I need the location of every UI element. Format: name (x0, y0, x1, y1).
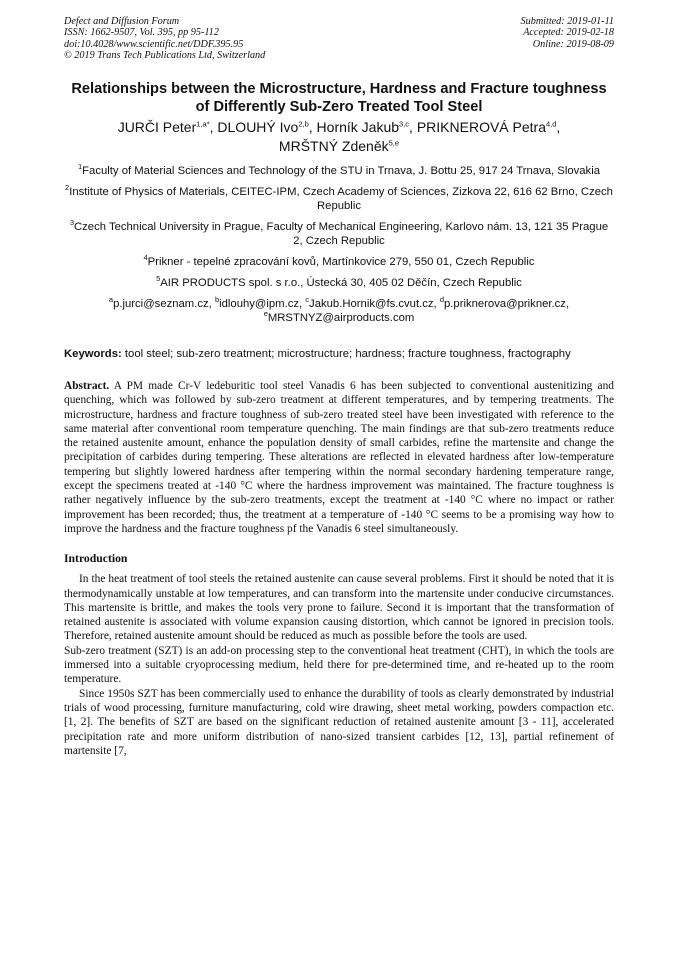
paper-title: Relationships between the Microstructure, Hardness and Fracture toughness of Differently Sub-Zero Treated Tool Steel (71, 81, 607, 115)
email (214, 295, 306, 310)
author-sup: 3,c (399, 119, 410, 129)
affiliation-text: AIR PRODUCTS spol. s r.o., Ústecká 30, 405 02 Děčín, Czech Republic (160, 277, 522, 289)
affiliation-sup: 4 (143, 253, 148, 263)
email-sup: e (263, 309, 268, 319)
affiliation (64, 185, 614, 213)
abstract (64, 379, 614, 536)
author-name: Horník Jakub (316, 119, 400, 135)
email-list (64, 297, 614, 325)
author-sup: 1,a* (196, 119, 210, 129)
submission-dates (521, 16, 614, 50)
affiliation-list (64, 164, 614, 290)
affiliation-sup: 5 (156, 274, 161, 284)
journal-issn: ISSN: 1662-9507, Vol. 395, pp 95-112 (64, 27, 219, 39)
author-separator: , (209, 119, 218, 135)
affiliation (64, 164, 614, 178)
email-address: p.jurci@seznam.cz (113, 298, 209, 310)
affiliation-sup: 1 (77, 162, 83, 172)
author-separator: , (556, 119, 561, 135)
email-sup: d (439, 295, 444, 305)
online-date: Online: 2019-08-09 (532, 38, 614, 50)
email-sup: c (305, 295, 310, 305)
affiliation-sup: 2 (65, 183, 70, 193)
affiliation-text: Institute of Physics of Materials, CEITEC-IPM, Czech Academy of Sciences, Zizkova 22, 616 62 Brno, Czech Republic (69, 186, 613, 212)
email-separator: , (299, 298, 306, 310)
affiliation-text: Prikner - tepelné zpracování kovů, Martínkovice 279, 550 01, Czech Republic (147, 256, 535, 268)
affiliation-text: Czech Technical University in Prague, Faculty of Mechanical Engineering, Karlovo nám. 13, 121 35 Prague 2, Czech Republic (73, 221, 609, 247)
email-separator: , (208, 298, 215, 310)
journal-copyright: © 2019 Trans Tech Publications Ltd, Switzerland (64, 49, 266, 61)
author-sup: 5,e (388, 138, 400, 148)
affiliation-text: Faculty of Material Sciences and Technology of the STU in Trnava, J. Bottu 25, 917 24 Trnava, Slovakia (82, 165, 601, 177)
email (108, 295, 215, 310)
journal-doi: doi:10.4028/www.scientific.net/DDF.395.95 (64, 38, 244, 50)
email-separator: , (433, 298, 440, 310)
keywords (64, 347, 614, 361)
paragraph: Sub-zero treatment (SZT) is an add-on processing step to the conventional heat treatment (CHT), in which the tools are immersed into a suitable cryoprocessing medium, held there for pre-determined time, and re-heated up to the room temperature. (64, 644, 614, 686)
email-address: MRSTNYZ@airproducts.com (267, 312, 415, 324)
paragraph: Since 1950s SZT has been commercially used to enhance the durability of tools as clearly demonstrated by industrial trials of wood processing, furniture manufacturing, cold wire drawing, sheet metal working, powders compaction etc. [1, 2]. The benefits of SZT are based on the significant reduction of retained austenite amount [3 - 11], accelerated precipitation rate and more uniform distribution of nano-sized transient carbides [12, 13], partial refinement of martensite [7, (64, 687, 614, 757)
submitted-date: Submitted: 2019-01-11 (520, 16, 614, 27)
email-address: idlouhy@ipm.cz (219, 298, 300, 310)
journal-info (64, 16, 265, 61)
author (317, 119, 417, 135)
accepted-date: Accepted: 2019-02-18 (523, 27, 614, 39)
author-name: DLOUHÝ Ivo (217, 119, 299, 135)
section-heading-introduction: Introduction (64, 552, 128, 566)
author-name: JURČI Peter (117, 119, 197, 135)
introduction-body (64, 572, 614, 758)
affiliation (64, 220, 614, 248)
author-name: MRŠTNÝ Zdeněk (278, 138, 389, 154)
author (217, 119, 316, 135)
author-sup: 2,b (298, 119, 309, 129)
keywords-label: Keywords: (64, 348, 122, 360)
email-address: Jakub.Hornik@fs.cvut.cz (309, 298, 434, 310)
keywords-text: tool steel; sub-zero treatment; microstructure; hardness; fracture toughness, fractography (121, 348, 571, 360)
abstract-text: A PM made Cr-V ledeburitic tool steel Vanadis 6 has been subjected to conventional austenitizing and quenching, which was followed by sub-zero treatment at different temperatures, and by tempering treatments. The microstructure, hardness and fracture toughness of sub-zero treated steel have been investigated with reference to the same material after conventional room temperature quenching. The main findings are that sub-zero treatments reduce the retained austenite amount, enhance the population density of small carbides, refine the martensite and change the precipitation of carbides during tempering. These alterations are reflected in elevated hardness after low-temperature tempering but slightly lowered hardness after tempering within the normal secondary hardening temperature range, except the specimens treated at -140 °C where the hardness improvement was maintained. The fracture toughness is rather negatively influence by the sub-zero treatments, except the treatment at -140 °C where no impact or rather improvement has been recorded; thus, the treatment at a temperature of -140 °C seems to be a promising way how to improve the hardness and the fracture toughness pf the Vanadis 6 steel simultaneously. (64, 380, 614, 535)
paragraph: In the heat treatment of tool steels the retained austenite can cause several problems. First it should be noted that it is thermodynamically unstable at low temperatures, and can transform into the martensite under conducive circumstances. This martensite is brittle, and makes the tools very prone to failure. Second it is important that the transformation of retained austenite is associated with volume expansion causing distortion, which cannot be ignored in precision tools. Therefore, retained austenite amount should be reduced as much as possible before the tools are used. (64, 573, 614, 643)
author-separator: , (409, 119, 417, 135)
author-list (64, 118, 614, 156)
author-separator: , (308, 119, 317, 135)
author (417, 119, 560, 135)
email (305, 295, 440, 310)
journal-name: Defect and Diffusion Forum (64, 16, 180, 27)
email (439, 295, 570, 310)
email (263, 309, 415, 324)
journal-header (64, 16, 614, 64)
affiliation-sup: 3 (69, 218, 74, 228)
author-sup: 4,d (545, 119, 557, 129)
email-address: p.priknerova@prikner.cz (443, 298, 566, 310)
email-sup: b (214, 295, 220, 305)
paper-page (64, 16, 614, 758)
author (118, 119, 218, 135)
email-sup: a (108, 295, 114, 305)
affiliation (64, 276, 614, 290)
affiliation (64, 255, 614, 269)
author (279, 138, 399, 154)
abstract-label: Abstract. (64, 380, 110, 392)
email-separator: , (565, 298, 570, 310)
author-name: PRIKNEROVÁ Petra (416, 119, 546, 135)
